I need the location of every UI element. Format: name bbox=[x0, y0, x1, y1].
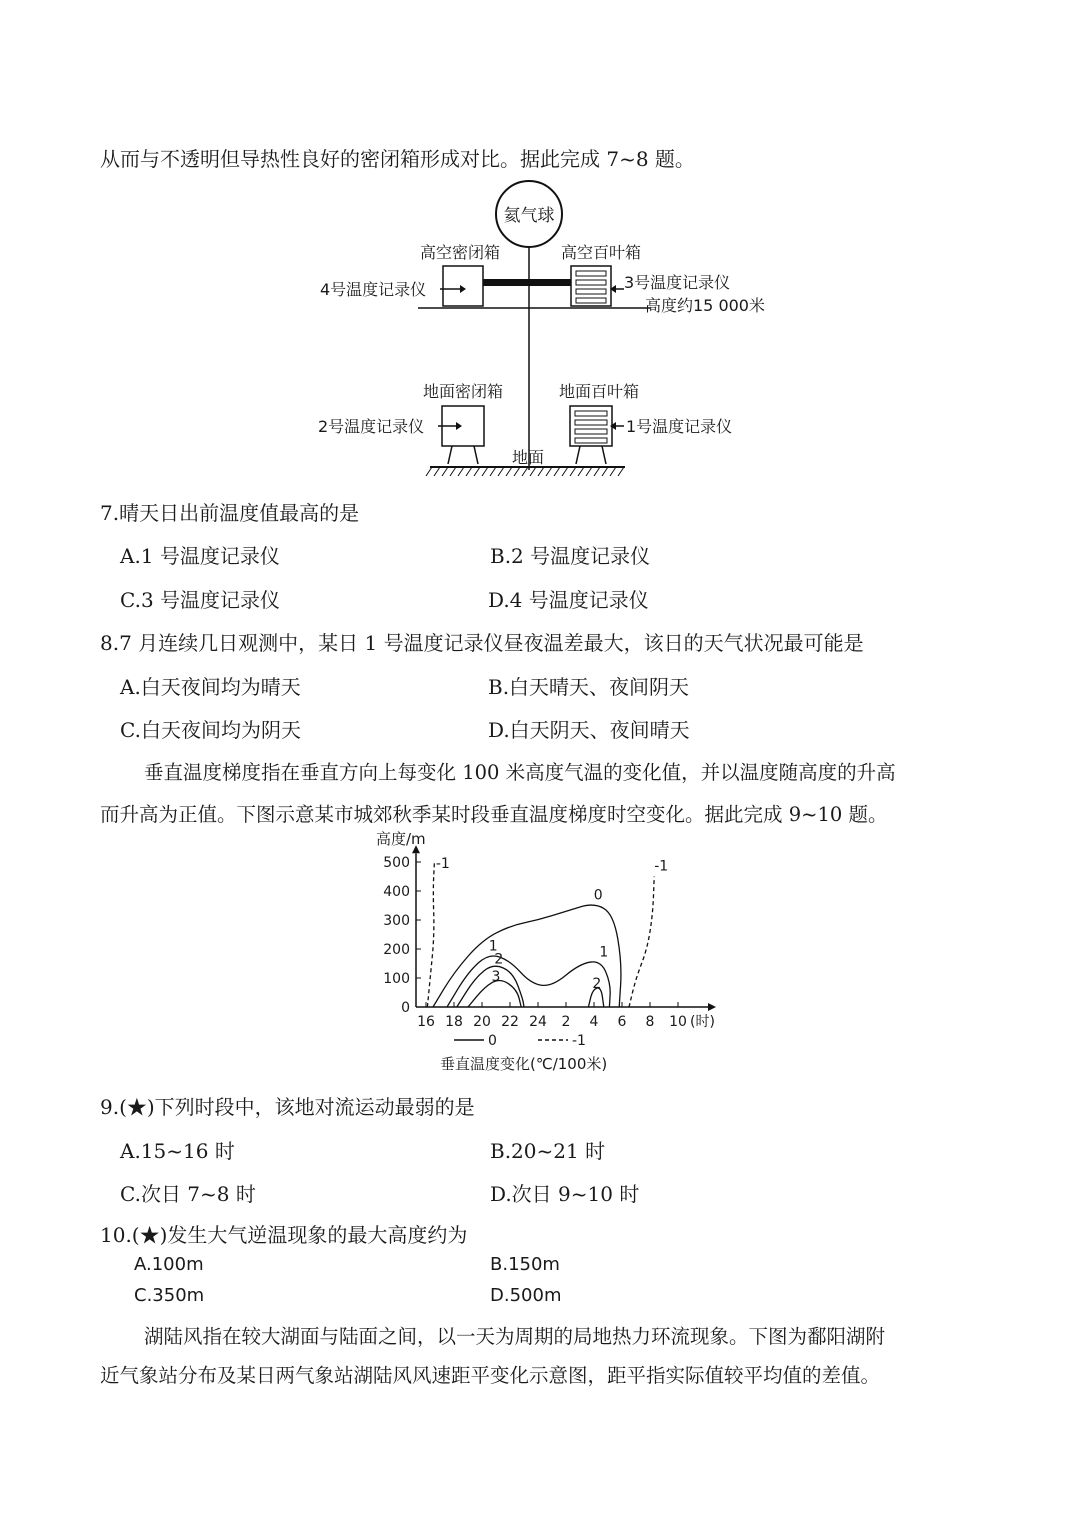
x-tick-label: 24 bbox=[529, 1014, 547, 1030]
altitude-label: 高度约15 000米 bbox=[645, 296, 765, 315]
q7-option-a[interactable]: A.1 号温度记录仪 bbox=[120, 544, 280, 568]
x-axis-arrow bbox=[708, 1003, 716, 1011]
x-tick-label: 16 bbox=[417, 1014, 435, 1030]
q7-option-b[interactable]: B.2 号温度记录仪 bbox=[490, 544, 651, 568]
q10-stem: 10.(★)发生大气逆温现象的最大高度约为 bbox=[100, 1223, 468, 1247]
q7-option-c[interactable]: C.3 号温度记录仪 bbox=[120, 588, 281, 612]
y-axis-label: 高度/m bbox=[376, 830, 426, 848]
legend-solid-label: 0 bbox=[488, 1033, 497, 1049]
ground-louver-box-label: 地面百叶箱 bbox=[558, 382, 640, 401]
q8-option-a[interactable]: A.白天夜间均为晴天 bbox=[120, 675, 301, 699]
q9-stem: 9.(★)下列时段中，该地对流运动最弱的是 bbox=[100, 1095, 475, 1119]
x-tick-label: 6 bbox=[617, 1014, 627, 1030]
contour-line--1 bbox=[629, 877, 654, 1008]
passage2-line1: 垂直温度梯度指在垂直方向上每变化 100 米高度气温的变化值，并以温度随高度的升高 bbox=[144, 761, 896, 784]
x-axis-unit: (时) bbox=[690, 1014, 715, 1030]
passage3-line1: 湖陆风指在较大湖面与陆面之间，以一天为周期的局地热力环流现象。下图为鄱阳湖附 bbox=[144, 1325, 886, 1348]
q10-option-d[interactable]: D.500m bbox=[490, 1285, 562, 1306]
q9-option-b[interactable]: B.20~21 时 bbox=[490, 1139, 606, 1163]
y-tick-label: 0 bbox=[401, 1000, 410, 1016]
contour-label: 1 bbox=[599, 944, 609, 961]
high-sealed-box bbox=[443, 266, 483, 306]
q7-stem: 7.晴天日出前温度值最高的是 bbox=[100, 501, 360, 525]
recorder3-label: 3号温度记录仪 bbox=[624, 273, 731, 292]
balloon-label: 氦气球 bbox=[503, 206, 555, 226]
q8-stem: 8.7 月连续几日观测中，某日 1 号温度记录仪昼夜温差最大，该日的天气状况最可能是 bbox=[100, 631, 864, 655]
contour-label: -1 bbox=[654, 858, 669, 875]
chart-title: 垂直温度变化(℃/100米) bbox=[440, 1055, 608, 1073]
x-tick-label: 10 bbox=[669, 1014, 687, 1030]
x-tick-label: 20 bbox=[473, 1014, 491, 1030]
contour-label: 0 bbox=[593, 887, 603, 904]
q10-option-c[interactable]: C.350m bbox=[134, 1285, 205, 1306]
contour-line-1 bbox=[447, 956, 610, 1007]
y-tick-label: 300 bbox=[383, 913, 410, 929]
high-louver-box-label: 高空百叶箱 bbox=[560, 243, 642, 262]
x-tick-label: 22 bbox=[501, 1014, 519, 1030]
passage2-line2: 而升高为正值。下图示意某市城郊秋季某时段垂直温度梯度时空变化。据此完成 9~10 题。 bbox=[100, 803, 888, 826]
recorder4-label: 4号温度记录仪 bbox=[320, 280, 427, 299]
y-tick-label: 500 bbox=[383, 855, 410, 871]
recorder2-label: 2号温度记录仪 bbox=[318, 417, 425, 436]
high-louver-box bbox=[571, 266, 611, 306]
y-tick-label: 200 bbox=[383, 942, 410, 958]
vertical-temperature-chart bbox=[360, 828, 740, 1078]
passage3-line2: 近气象站分布及某日两气象站湖陆风风速距平变化示意图，距平指实际值较平均值的差值。 bbox=[100, 1364, 881, 1387]
q8-option-b[interactable]: B.白天晴天、夜间阴天 bbox=[488, 675, 690, 699]
legend-dashed-label: -1 bbox=[572, 1033, 586, 1049]
q8-option-d[interactable]: D.白天阴天、夜间晴天 bbox=[488, 718, 690, 742]
contour-label: 2 bbox=[592, 976, 602, 993]
ground-louver-box bbox=[570, 406, 612, 446]
ground-label: 地面 bbox=[511, 448, 545, 467]
q9-option-a[interactable]: A.15~16 时 bbox=[120, 1139, 235, 1163]
q7-option-d[interactable]: D.4 号温度记录仪 bbox=[488, 588, 649, 612]
x-tick-label: 2 bbox=[561, 1014, 571, 1030]
contour-label: -1 bbox=[435, 855, 450, 872]
instrument-diagram bbox=[300, 180, 780, 485]
q9-option-c[interactable]: C.次日 7~8 时 bbox=[120, 1182, 256, 1206]
recorder1-label: 1号温度记录仪 bbox=[626, 417, 733, 436]
contour-line--1 bbox=[427, 862, 434, 1007]
intro-line: 从而与不透明但导热性良好的密闭箱形成对比。据此完成 7~8 题。 bbox=[100, 147, 695, 171]
contour-label: 2 bbox=[494, 951, 504, 968]
contour-label: 1 bbox=[488, 938, 498, 955]
y-tick-label: 400 bbox=[383, 884, 410, 900]
x-tick-label: 4 bbox=[589, 1014, 599, 1030]
q10-option-b[interactable]: B.150m bbox=[490, 1254, 560, 1275]
contour-line-2 bbox=[457, 966, 524, 1007]
ground-sealed-box-label: 地面密闭箱 bbox=[422, 382, 504, 401]
x-tick-label: 18 bbox=[445, 1014, 463, 1030]
q8-option-c[interactable]: C.白天夜间均为阴天 bbox=[120, 718, 301, 742]
x-tick-label: 8 bbox=[645, 1014, 655, 1030]
contour-label: 3 bbox=[491, 968, 501, 985]
y-tick-label: 100 bbox=[383, 971, 410, 987]
high-sealed-box-label: 高空密闭箱 bbox=[419, 243, 501, 262]
q9-option-d[interactable]: D.次日 9~10 时 bbox=[490, 1182, 640, 1206]
q10-option-a[interactable]: A.100m bbox=[134, 1254, 204, 1275]
